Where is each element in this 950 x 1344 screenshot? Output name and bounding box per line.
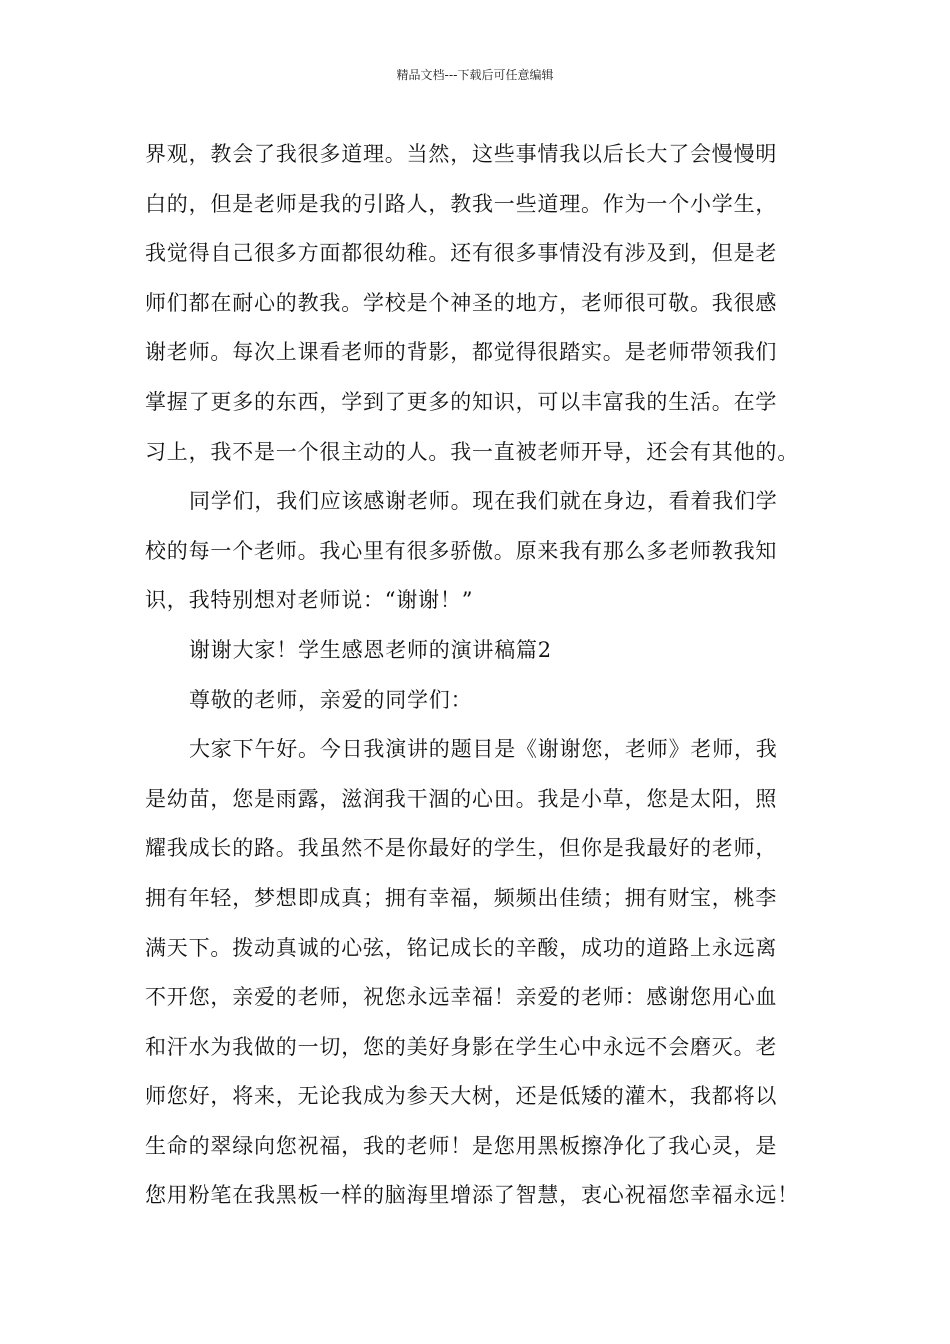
page-header: 精品文档---下载后可任意编辑 xyxy=(396,68,554,82)
text-line: 掌握了更多的东西，学到了更多的知识，可以丰富我的生活。在学 xyxy=(145,389,778,414)
text-line: 习上，我不是一个很主动的人。我一直被老师开导，还会有其他的。 xyxy=(145,439,799,464)
text-line: 师您好，将来，无论我成为参天大树，还是低矮的灌木，我都将以 xyxy=(145,1084,778,1109)
text-line: 生命的翠绿向您祝福，我的老师！是您用黑板擦净化了我心灵，是 xyxy=(145,1133,778,1158)
document-body xyxy=(145,130,810,1221)
paragraph-start-line: 大家下午好。今日我演讲的题目是《谢谢您，老师》老师，我 xyxy=(189,737,778,762)
text-line: 校的每一个老师。我心里有很多骄傲。原来我有那么多老师教我知 xyxy=(145,538,778,563)
paragraph-start-line: 同学们，我们应该感谢老师。现在我们就在身边，看着我们学 xyxy=(189,489,778,514)
text-line: 师们都在耐心的教我。学校是个神圣的地方，老师很可敬。我很感 xyxy=(145,290,778,315)
text-line: 不开您，亲爱的老师，祝您永远幸福！亲爱的老师：感谢您用心血 xyxy=(145,985,778,1010)
text-line: 白的，但是老师是我的引路人，教我一些道理。作为一个小学生， xyxy=(145,191,778,216)
text-line: 我觉得自己很多方面都很幼稚。还有很多事情没有涉及到，但是老 xyxy=(145,241,778,266)
text-line: 耀我成长的路。我虽然不是你最好的学生，但你是我最好的老师， xyxy=(145,836,778,861)
text-line: 和汗水为我做的一切，您的美好身影在学生心中永远不会磨灭。老 xyxy=(145,1034,778,1059)
text-line: 您用粉笔在我黑板一样的脑海里增添了智慧，衷心祝福您幸福永远！ xyxy=(145,1183,799,1208)
text-line: 识，我特别想对老师说：“谢谢！” xyxy=(145,588,474,613)
text-line: 界观，教会了我很多道理。当然，这些事情我以后长大了会慢慢明 xyxy=(145,142,778,166)
text-line: 满天下。拨动真诚的心弦，铭记成长的辛酸，成功的道路上永远离 xyxy=(145,935,778,960)
section-heading: 谢谢大家！学生感恩老师的演讲稿篇2 xyxy=(189,637,552,662)
text-line: 是幼苗，您是雨露，滋润我干涸的心田。我是小草，您是太阳，照 xyxy=(145,786,778,811)
text-line: 拥有年轻，梦想即成真；拥有幸福，频频出佳绩；拥有财宝，桃李 xyxy=(145,885,778,910)
salutation-line: 尊敬的老师，亲爱的同学们： xyxy=(189,687,473,712)
text-line: 谢老师。每次上课看老师的背影，都觉得很踏实。是老师带领我们 xyxy=(145,340,778,365)
